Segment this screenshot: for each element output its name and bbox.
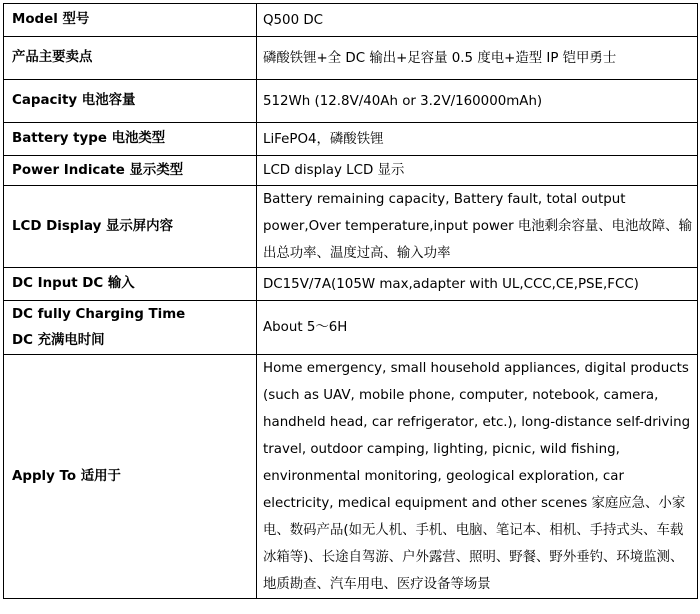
table-row — [4, 301, 698, 355]
row-label: Apply To 适用于 — [4, 355, 257, 599]
row-label — [4, 301, 257, 355]
row-value: Home emergency, small household appliances, digital products (such as UAV, mobile phone, computer, notebook, camera, handheld head, car refrigerator, etc.), long-distance self-driving travel, outdoor camping, lighting, picnic, wild fishing, environmental monitoring, geological exploration, car electricity, medical equipment and other scenes 家庭应急、小家电、数码产品(如无人机、手机、电脑、笔记本、相机、手持式头、车载冰箱等)、长途自驾游、户外露营、照明、野餐、野外垂钓、环境监测、地质勘查、汽车用电、医疗设备等场景 — [257, 355, 698, 599]
row-label: LCD Display 显示屏内容 — [4, 186, 257, 268]
row-label: DC Input DC 输入 — [4, 268, 257, 301]
row-value: LCD display LCD 显示 — [257, 156, 698, 186]
row-value: Q500 DC — [257, 4, 698, 37]
row-label: Battery type 电池类型 — [4, 123, 257, 156]
table-row — [4, 268, 698, 301]
row-value: 512Wh (12.8V/40Ah or 3.2V/160000mAh) — [257, 80, 698, 123]
row-label: Capacity 电池容量 — [4, 80, 257, 123]
row-label-line: DC 充满电时间 — [12, 332, 105, 348]
row-label: Model 型号 — [4, 4, 257, 37]
table-row — [4, 37, 698, 80]
row-value: Battery remaining capacity, Battery fault, total output power,Over temperature,input power 电池剩余容量、电池故障、输出总功率、温度过高、输入功率 — [257, 186, 698, 268]
row-value: 磷酸铁锂+全 DC 输出+足容量 0.5 度电+造型 IP 铠甲勇士 — [257, 37, 698, 80]
row-value: LiFePO4，磷酸铁锂 — [257, 123, 698, 156]
row-value: About 5～6H — [257, 301, 698, 355]
table-row — [4, 156, 698, 186]
row-label-line: DC fully Charging Time — [12, 306, 186, 322]
table-row — [4, 355, 698, 599]
spec-table — [3, 3, 698, 599]
table-row — [4, 4, 698, 37]
table-row — [4, 80, 698, 123]
row-value: DC15V/7A(105W max,adapter with UL,CCC,CE,PSE,FCC) — [257, 268, 698, 301]
table-row — [4, 186, 698, 268]
row-label: 产品主要卖点 — [4, 37, 257, 80]
row-label: Power Indicate 显示类型 — [4, 156, 257, 186]
table-row — [4, 123, 698, 156]
